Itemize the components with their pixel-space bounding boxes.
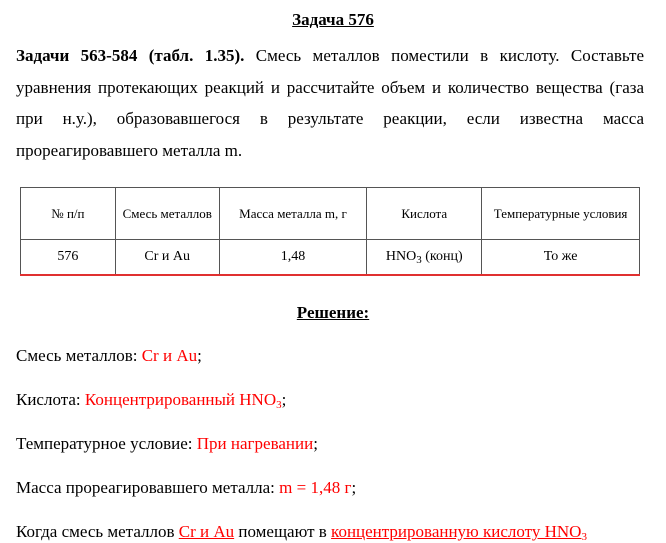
acid-formula: HNO — [385, 249, 417, 264]
header-number: № п/п — [21, 188, 116, 240]
acid-subscript: 3 — [416, 254, 422, 266]
cell-mass: 1,48 — [219, 240, 367, 276]
acid-line — [16, 390, 286, 410]
temperature-label: Температурное условие: — [16, 434, 197, 453]
temperature-value: При нагревании — [196, 434, 314, 453]
explanation-part-1: Когда смесь металлов — [16, 522, 179, 541]
mixture-value: Cr и Au — [141, 346, 198, 365]
acid-end: ; — [281, 390, 287, 409]
task-text: Смесь металлов поместили в кислоту. Составьте уравнения протекающих реакций и рассчитайте объем и количество вещества (газа при н.у.), образовавшегося в результате реакции, если известна масса прореагировавшего металла m. — [16, 46, 644, 160]
temperature-line — [16, 434, 318, 454]
cell-number: 576 — [21, 240, 116, 276]
task-table — [20, 187, 640, 276]
mixture-end: ; — [197, 346, 202, 365]
cell-temperature: То же — [482, 240, 640, 276]
explanation-acid: концентрированную кислоту $HNO_3$ — [331, 522, 587, 543]
task-range-label: Задачи 563-584 (табл. 1.35). — [16, 46, 245, 65]
acid-value: Концентрированный $HNO_3$ — [84, 390, 282, 411]
acid-label: Кислота: — [16, 390, 85, 409]
mass-end: ; — [351, 478, 357, 497]
temperature-end: ; — [313, 434, 318, 453]
cell-mixture: Cr и Au — [115, 240, 219, 276]
mixture-label: Смесь металлов: — [16, 346, 142, 365]
mass-line — [16, 478, 356, 498]
table-row — [21, 240, 640, 276]
mass-value: m = 1,48 г — [279, 478, 352, 497]
header-acid: Кислота — [367, 188, 482, 240]
task-statement — [16, 40, 644, 166]
header-mixture: Смесь металлов — [115, 188, 219, 240]
explanation-part-2: помещают в — [234, 522, 332, 541]
header-temperature: Температурные условия — [482, 188, 640, 240]
cell-acid — [367, 240, 482, 276]
solution-title: Решение: — [296, 303, 370, 322]
header-mass: Масса металла m, г — [219, 188, 367, 240]
mass-label: Масса прореагировавшего металла: — [16, 478, 280, 497]
mixture-line — [16, 346, 202, 366]
table-header-row — [21, 188, 640, 240]
explanation-line — [16, 522, 587, 542]
acid-note: (конц) — [421, 249, 463, 264]
task-title: Задача 576 — [292, 10, 374, 29]
explanation-metals: Cr и Au — [178, 522, 235, 541]
